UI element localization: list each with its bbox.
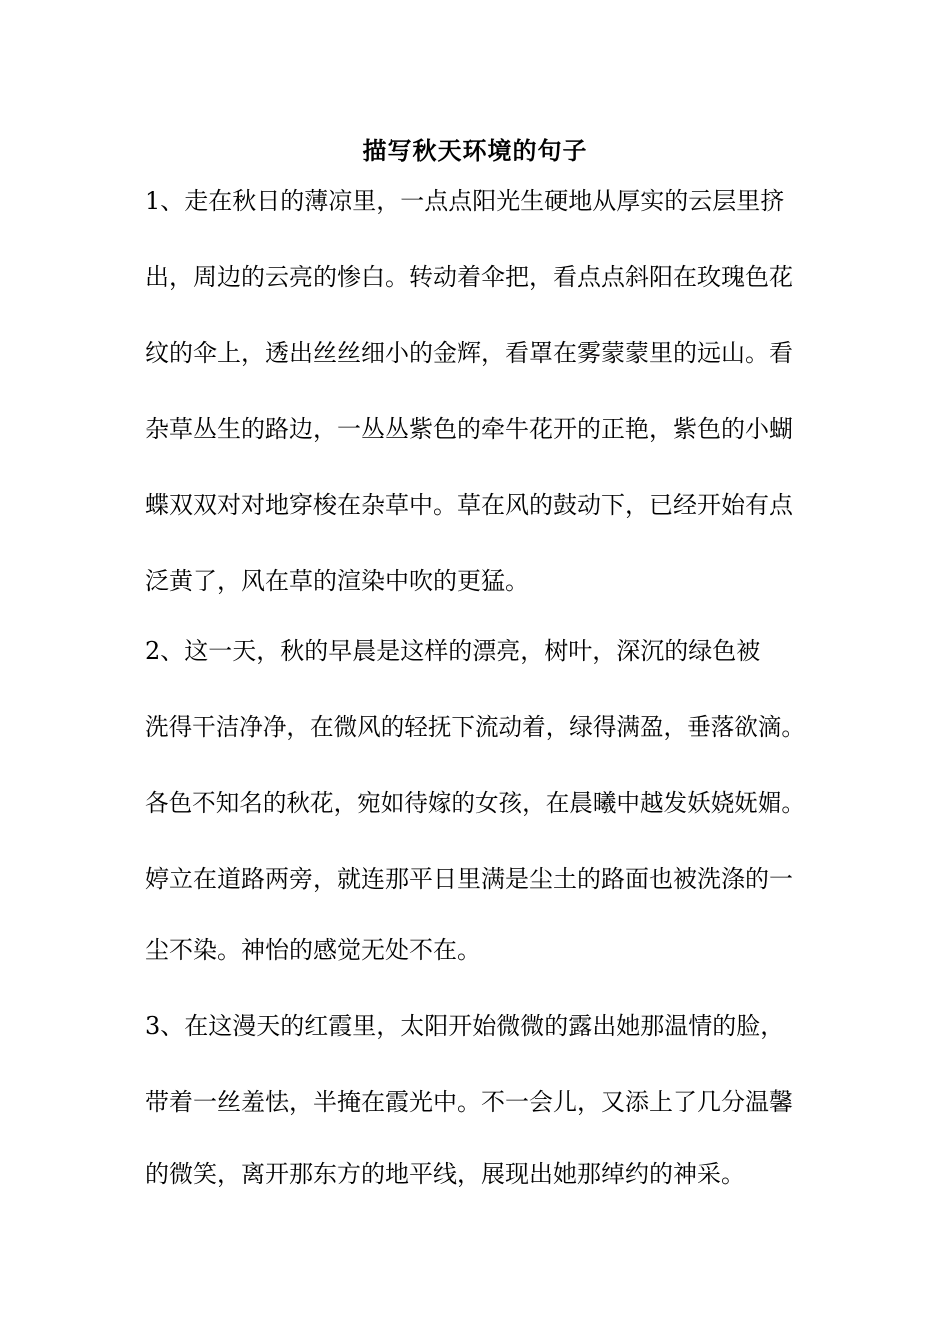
- text-line: 的微笑，离开那东方的地平线，展现出她那绰约的神采。: [145, 1160, 745, 1188]
- text-line: 杂草丛生的路边，一丛丛紫色的牵牛花开的正艳，紫色的小蝴: [145, 415, 793, 443]
- text-line: 蝶双双对对地穿梭在杂草中。草在风的鼓动下，已经开始有点: [145, 491, 793, 519]
- text-line: 各色不知名的秋花，宛如待嫁的女孩，在晨曦中越发妖娆妩媚。: [145, 789, 805, 817]
- text-line: 泛黄了，风在草的渲染中吹的更猛。: [145, 567, 529, 595]
- text-line: 洗得干洁净净，在微风的轻抚下流动着，绿得满盈，垂落欲滴。: [145, 713, 805, 741]
- text-line: 2、这一天，秋的早晨是这样的漂亮，树叶，深沉的绿色被: [145, 637, 761, 665]
- text-line: 纹的伞上，透出丝丝细小的金辉，看罩在雾蒙蒙里的远山。看: [145, 339, 793, 367]
- document-title: 描写秋天环境的句子: [362, 136, 588, 165]
- text-line: 出，周边的云亮的惨白。转动着伞把，看点点斜阳在玫瑰色花: [145, 263, 793, 291]
- text-line: 带着一丝羞怯，半掩在霞光中。不一会儿，又添上了几分温馨: [145, 1088, 793, 1116]
- text-line: 1、走在秋日的薄凉里，一点点阳光生硬地从厚实的云层里挤: [145, 187, 785, 215]
- text-line: 3、在这漫天的红霞里，太阳开始微微的露出她那温情的脸，: [145, 1012, 785, 1040]
- text-line: 婷立在道路两旁，就连那平日里满是尘土的路面也被洗涤的一: [145, 865, 793, 893]
- text-line: 尘不染。神怡的感觉无处不在。: [145, 936, 481, 964]
